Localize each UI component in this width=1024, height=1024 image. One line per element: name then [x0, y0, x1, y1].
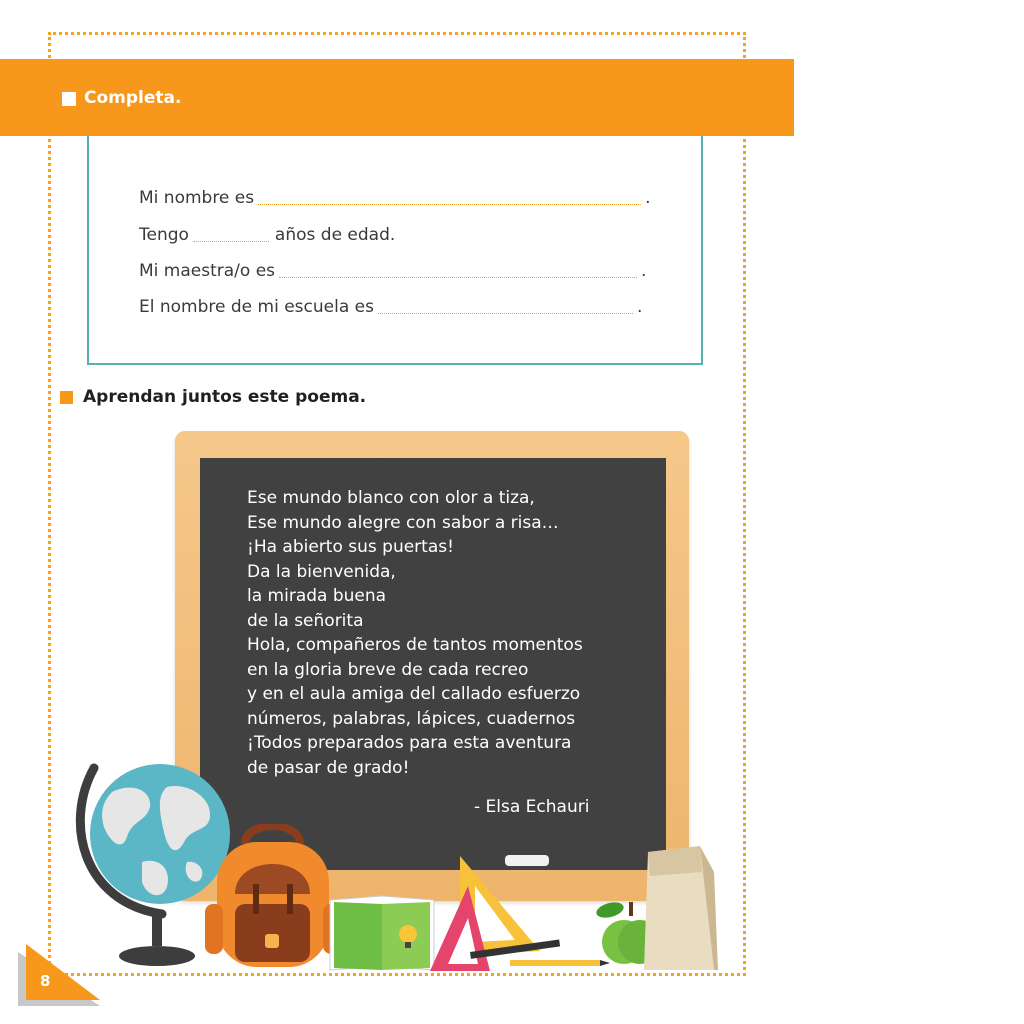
header-bullet	[62, 92, 76, 106]
poem-line: y en el aula amiga del callado esfuerzo	[247, 684, 581, 704]
form-label-age: Tengo	[139, 225, 189, 245]
form-box	[87, 136, 703, 365]
poem-line: Ese mundo alegre con sabor a risa…	[247, 512, 559, 533]
notebook-icon	[328, 890, 436, 972]
paper-bag-icon	[640, 842, 720, 972]
section-bullet	[60, 391, 73, 404]
form-label-age-suffix: años de edad.	[274, 225, 396, 245]
form-label-school: El nombre de mi escuela es	[139, 297, 374, 317]
name-field[interactable]	[258, 204, 641, 205]
poem-line: ¡Ha abierto sus puertas!	[247, 537, 454, 557]
form-line-name	[139, 188, 651, 208]
form-period: .	[645, 188, 651, 208]
poem-text	[247, 486, 583, 780]
poem-line: Hola, compañeros de tantos momentos	[247, 635, 583, 655]
poem-line: Da la bienvenida,	[247, 561, 396, 582]
form-line-age	[139, 225, 395, 245]
age-field[interactable]	[193, 241, 269, 242]
page-number: 8	[40, 972, 51, 990]
poem-line: en la gloria breve de cada recreo	[247, 659, 529, 680]
teacher-field[interactable]	[279, 277, 637, 278]
poem-line: la mirada buena	[247, 586, 387, 606]
form-label-name: Mi nombre es	[139, 188, 255, 208]
poem-line: de la señorita	[247, 610, 364, 631]
form-period: .	[641, 261, 647, 281]
school-field[interactable]	[378, 313, 633, 314]
poem-line: números, palabras, lápices, cuadernos	[247, 708, 576, 729]
header-title: Completa.	[84, 88, 182, 108]
form-label-teacher: Mi maestra/o es	[139, 261, 276, 281]
section-title: Aprendan juntos este poema.	[83, 387, 367, 407]
poem-line: de pasar de grado!	[247, 757, 410, 778]
form-line-school	[139, 297, 642, 317]
poem-line: ¡Todos preparados para esta aventura	[247, 733, 572, 753]
set-square-icon	[430, 856, 610, 976]
poem-author: - Elsa Echauri	[474, 797, 590, 817]
poem-line: Ese mundo blanco con olor a tiza,	[247, 488, 535, 508]
form-line-teacher	[139, 261, 646, 281]
backpack-icon	[205, 824, 340, 970]
page-number-tab	[18, 944, 100, 1006]
form-period: .	[636, 297, 643, 317]
